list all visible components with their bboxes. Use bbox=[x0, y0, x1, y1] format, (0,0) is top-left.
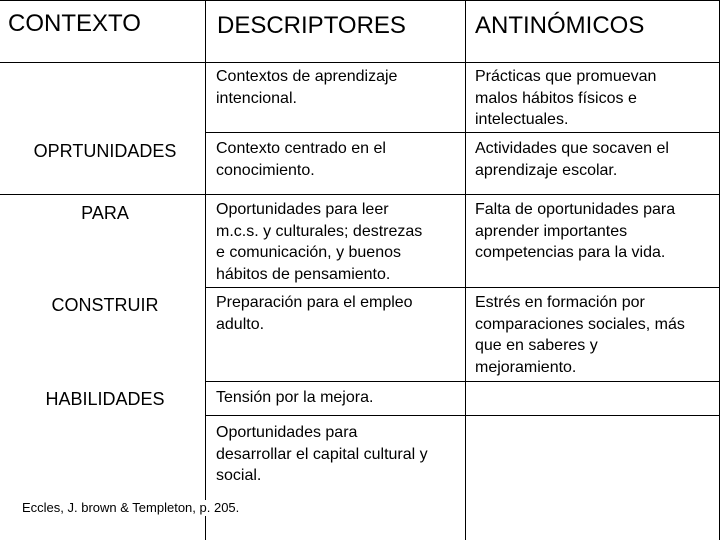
cell-line: Contexto centrado en el bbox=[216, 140, 386, 157]
context-word: PARA bbox=[81, 203, 129, 223]
column-divider bbox=[465, 0, 466, 540]
row-divider bbox=[0, 194, 720, 195]
row-divider bbox=[205, 381, 720, 382]
cell-line: malos hábitos físicos e bbox=[475, 89, 637, 107]
descriptor-cell bbox=[216, 387, 373, 409]
cell-line: Actividades que socaven el bbox=[475, 140, 669, 157]
cell-line: Preparación para el empleo bbox=[216, 294, 413, 311]
table-top-border bbox=[0, 0, 720, 1]
antinomico-cell bbox=[475, 66, 656, 131]
cell-line: e comunicación, y buenos bbox=[216, 244, 401, 261]
row-divider bbox=[205, 132, 720, 133]
header-antinomicos: ANTINÓMICOS bbox=[475, 12, 645, 39]
header-contexto: CONTEXTO bbox=[8, 10, 141, 37]
descriptor-cell bbox=[216, 199, 422, 285]
row-divider bbox=[205, 287, 720, 288]
cell-line: comparaciones sociales, más bbox=[475, 315, 685, 333]
cell-line: Estrés en formación por bbox=[475, 294, 645, 311]
cell-line: Tensión por la mejora. bbox=[216, 389, 374, 406]
cell-line: desarrollar el capital cultural y bbox=[216, 445, 428, 463]
descriptor-cell bbox=[216, 292, 413, 335]
cell-line: mejoramiento. bbox=[475, 358, 577, 376]
column-divider bbox=[205, 0, 206, 540]
cell-line: conocimiento. bbox=[216, 161, 315, 179]
antinomico-cell bbox=[475, 138, 669, 181]
descriptor-cell bbox=[216, 138, 386, 181]
cell-line: social. bbox=[216, 467, 262, 484]
cell-line: competencias para la vida. bbox=[475, 244, 666, 261]
context-word: OPRTUNIDADES bbox=[33, 141, 177, 161]
context-word: CONSTRUIR bbox=[51, 295, 159, 315]
header-bottom-border bbox=[0, 62, 720, 63]
cell-line: hábitos de pensamiento. bbox=[216, 265, 391, 283]
descriptor-cell bbox=[216, 66, 397, 109]
cell-line: Prácticas que promuevan bbox=[475, 68, 657, 85]
cell-line: adulto. bbox=[216, 315, 265, 333]
citation: Eccles, J. brown & Templeton, p. 205. bbox=[22, 500, 240, 515]
header-descriptores: DESCRIPTORES bbox=[217, 12, 406, 39]
cell-line: aprender importantes bbox=[475, 222, 628, 240]
cell-line: Oportunidades para bbox=[216, 424, 358, 441]
context-word: HABILIDADES bbox=[45, 389, 165, 409]
cell-line: intelectuales. bbox=[475, 111, 569, 128]
cell-line: aprendizaje escolar. bbox=[475, 161, 618, 179]
row-divider bbox=[205, 415, 720, 416]
antinomico-cell bbox=[475, 292, 685, 378]
cell-line: Falta de oportunidades para bbox=[475, 201, 676, 218]
cell-line: Oportunidades para leer bbox=[216, 201, 389, 218]
antinomico-cell bbox=[475, 199, 675, 264]
cell-line: que en saberes y bbox=[475, 337, 598, 354]
descriptor-cell bbox=[216, 422, 428, 487]
cell-line: m.c.s. y culturales; destrezas bbox=[216, 222, 423, 240]
cell-line: intencional. bbox=[216, 89, 297, 107]
cell-line: Contextos de aprendizaje bbox=[216, 68, 398, 85]
